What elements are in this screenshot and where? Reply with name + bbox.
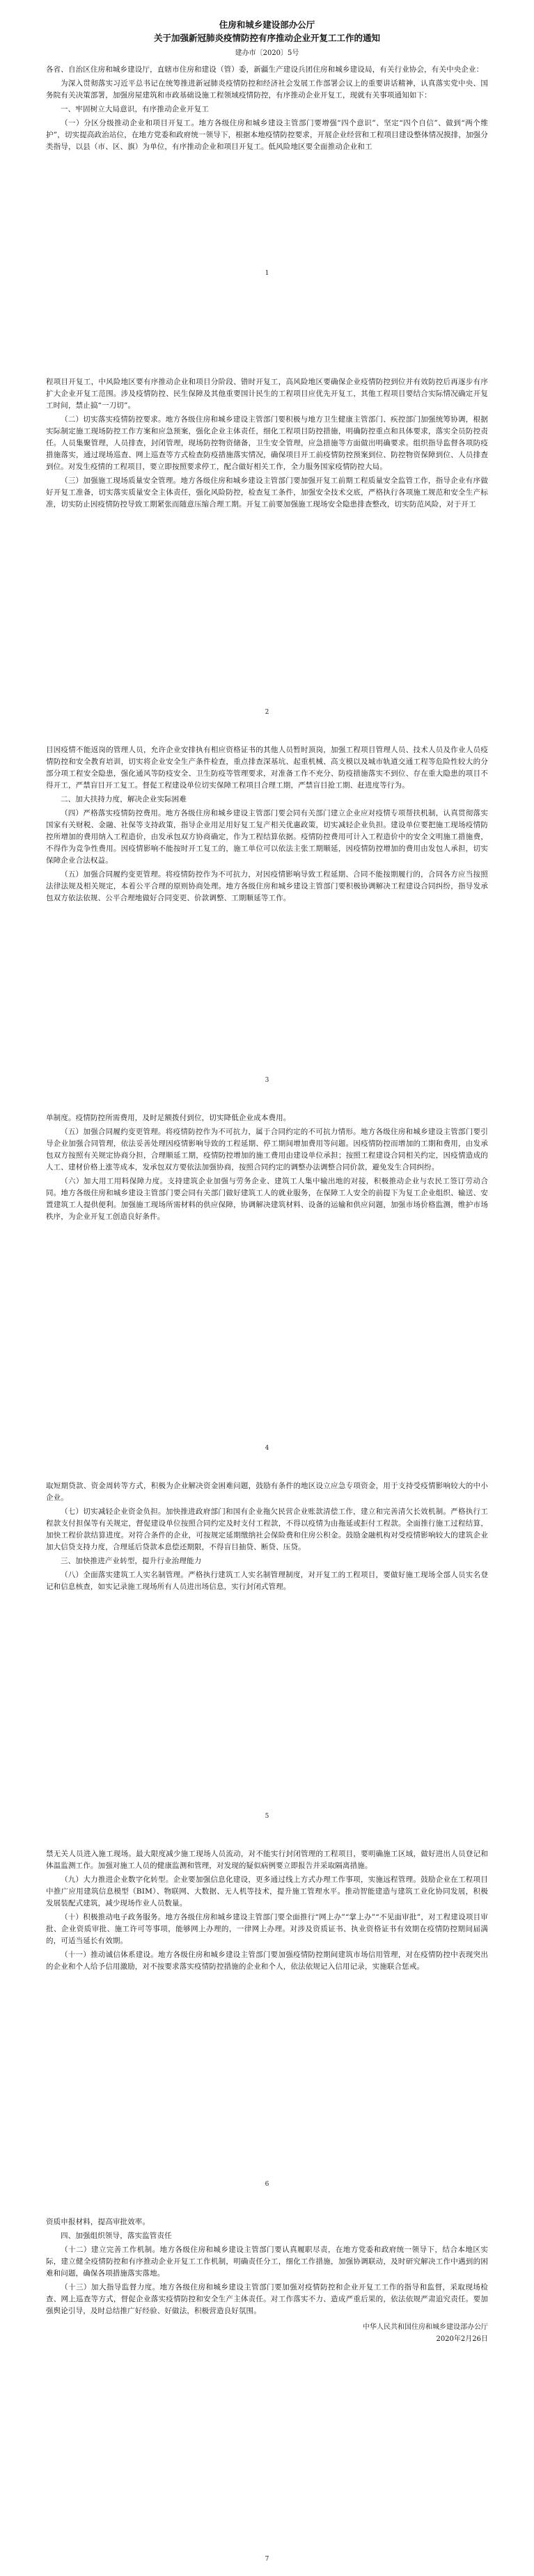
paragraph: （五）加强合同履约变更管理。将疫情防控作为不可抗力，属于合同约定的不可抗力情形。地方各级住房和城乡建设主管部门要引导企业加强合同管理，依法妥善处理因疫情影响导致的工程延期、停工期间增加费用等问题。因疫情防控而增加的工期和费用，由发承包双方按照有关规定协商分担，合理顺延工期，疫情防控增加的施工费用由建设单位承担；按照工程建设合同相关约定，因疫情造成的人工、建材价格上涨等成本，发承包双方要依法加强协商，按照合同约定的调整办法调整合同价款，避免发生合同纠纷。 [46,1128,488,1171]
paragraph: （七）切实减轻企业资金负担。加快推进政府部门和国有企业拖欠民营企业账款清偿工作，建立和完善清欠长效机制。严格执行工程款支付担保等有关规定，督促建设单位按照合同约定及时支付工程款，不得以疫情为由拖延或拒付工程款。全面推行施工过程结算，加快工程价款结算进度。对符合条件的企业，可按规定延期缴纳社会保险费和住房公积金。鼓励金融机构对受疫情影响较大的建筑企业加大信贷支持力度，合理延后贷款本息偿还期限，不得盲目抽贷、断贷、压贷。 [46,1507,488,1551]
document-page-2 [0,368,534,736]
page-number: 5 [265,1813,269,1820]
paragraph: 程项目开复工，中风险地区要有序推动企业和项目分阶段、错时开复工，高风险地区要确保企业疫情防控到位并有效防控后再逐步有序扩大企业开复工范围。涉及疫情防控、民生保障及其他重要国计民生的工程项目应优先开复工，其他工程项目要结合实际情况确定开复工时间，禁止搞“一刀切”。 [46,378,488,410]
paragraph: （十三）加大指导监督力度。地方各级住房和城乡建设主管部门要加强对疫情防控和企业开复工工作的指导和监督，采取现场检查、网上巡查等方式，督促企业落实疫情防控和安全生产主体责任。对工作落实不力、造成严重后果的，依法依规严肃追究责任。要加强舆论引导，及时总结推广好经验、好做法，积极营造良好氛围。 [46,2283,488,2315]
document-page-3 [0,736,534,1104]
document-page-7 [0,2208,534,2576]
document-page-4 [0,1104,534,1472]
paragraph: （四）严格落实疫情防控费用。地方各级住房和城乡建设主管部门要会同有关部门建立企业应对疫情专项帮扶机制，认真贯彻落实国家有关财税、金融、社保等支持政策，指导企业用足用好复工复产相关优惠政策，切实减轻企业负担。建设单位要把施工现场疫情防控所增加的费用纳入工程造价，由发承包双方协商确定，作为工程结算依据。疫情防控费用可计入工程造价中的安全文明施工措施费，不得作为竞争性费用。因疫情影响不能按时开工复工的，施工单位可以依法主张工期顺延，因疫情防控增加的费用由发包人承担，切实保障企业合法权益。 [46,809,488,865]
paragraph: （二）切实落实疫情防控要求。地方各级住房和城乡建设主管部门要积极与地方卫生健康主管部门、疾控部门加强统筹协调，根据实际制定施工现场防控工作方案和应急预案，强化企业主体责任，细化工程项目防控措施，明确防控重点和具体要求，落实全员防控责任。人员集聚管理，人员排查，封闭管理，现场防控物资储备，卫生安全管理，应急措施等方面做出明确要求。组织指导监督各项防疫措施落实，通过现场巡查、网上巡查等方式检查防疫措施落实情况，确保项目开工前疫情防控预案到位、防控物资保障到位、人员排查到位。对发生疫情的工程项目，要立即按照要求停工，配合做好相关工作，全力服务国家疫情防控大局。 [46,415,488,471]
paragraph: （十一）推动诚信体系建设。地方各级住房和城乡建设主管部门要加强疫情防控期间建筑市场信用管理，对在疫情防控中表现突出的企业和个人给予信用激励，对不按要求落实疫情防控措施的企业和个人，依法依规记入信用记录，实施联合惩戒。 [46,1951,488,1971]
paragraph: 资质申报材料，提高审批效率。 [46,2218,150,2226]
document-title: 关于加强新冠肺炎疫情防控有序推动企业开复工工作的通知 [153,33,380,43]
issuer-signature: 中华人民共和国住房和城乡建设部办公厅 [363,2323,488,2331]
page-number: 4 [265,1445,269,1452]
document-page-1 [0,0,534,368]
issuer-title: 住房和城乡建设部办公厅 [219,19,315,30]
paragraph: （三）加强施工现场质量安全管理。地方各级住房和城乡建设主管部门要加强开复工前期工程质量安全监管工作，指导企业有序做好开复工准备，切实落实质量安全主体责任，强化风险防控，检查复工条件，加强安全技术交底，严格执行各项施工规范和安全生产标准，切实防止因疫情防控导致工期紧张而随意压缩合理工期。开复工前要加强施工现场安全隐患排查整改，切实防范风险，对于开工 [46,477,488,509]
paragraph: 取短期贷款、资金周转等方式，积极为企业解决资金困难问题，鼓励有条件的地区设立应急专项资金，用于支持受疫情影响较大的中小企业。 [46,1482,488,1502]
paragraph: （八）全面落实建筑工人实名制管理。严格执行建筑工人实名制管理制度，对开复工的工程项目，要做好施工现场全部人员实名登记和信息核查，如实记录施工现场所有人员进出场信息，实行封闭式管理。 [46,1571,488,1591]
page-body [46,1480,488,1593]
document-page-5 [0,1472,534,1840]
paragraph: 单制度。疫情防控所需费用，及时足额拨付到位，切实降低企业成本费用。 [46,1114,291,1122]
page-body [46,376,488,511]
document-number: 建办市〔2020〕5号 [235,49,299,57]
paragraph: 各省、自治区住房和城乡建设厅，直辖市住房和建设（管）委，新疆生产建设兵团住房和城乡建设局，有关行业协会，有关中央企业： [46,65,484,74]
page-number: 7 [265,2556,269,2563]
paragraph: （十）积极推动电子政务服务。地方各级住房和城乡建设主管部门要全面推行“网上办”“掌上办”“不见面审批”，对工程建设项目审批、企业资质审批、施工许可等事项，能够网上办理的，一律网上办理。对涉及资质证书、执业资格证书有效期在疫情防控期间届满的，可适当延长有效期。 [46,1913,488,1945]
page-number: 6 [265,2181,269,2188]
paragraph: （九）大力推进企业数字化转型。企业要加强信息化建设，更多通过线上方式办理工作事项，实施远程管理。鼓励企业在工程项目中推广应用建筑信息模型（BIM）、物联网、大数据、无人机等技术，提升施工管理水平。推动智能建造与建筑工业化协同发展，积极发展装配式建筑，减少现场作业人员数量。 [46,1875,488,1907]
page-number: 2 [265,709,269,716]
page-body [46,2216,488,2345]
page-body [46,744,488,904]
paragraph: （六）加大用工用料保障力度。支持建筑企业加强与劳务企业、建筑工人集中输出地的对接，积极推动企业与农民工签订劳动合同。地方各级住房和城乡建设主管部门要会同有关部门做好建筑工人的就业服务，在保障工人安全的前提下为复工企业组织、输送、安置建筑工人提供便利。加强施工现场所需材料的供应保障，协调解决建筑材料、设备的运输和供应问题，加强市场价格监测，维护市场秩序，为企业开复工创造良好条件。 [46,1177,488,1221]
page-number: 1 [265,270,269,277]
paragraph: 目因疫情不能返岗的管理人员，允许企业安排执有相应资格证书的其他人员暂时顶岗，加强工程项目管理人员、技术人员及作业人员疫情防控和安全教育培训，切实将企业安全生产条件检查，重点排查深基坑、起重机械、高支模以及城市轨道交通工程等危险性较大的分部分项工程安全隐患，强化通风等防疫安全、卫生防疫等管理要求，对准备工作不充分、防疫措施落实不到位、存在重大隐患的项目不得开工，严禁盲目开工复工。督促工程建设单位切实保障工程项目合理工期，严禁盲目抢工期、赶进度等行为。 [46,746,488,790]
page-body [46,1848,488,1973]
page-body [46,1112,488,1223]
section-heading: 二、加大扶持力度，解决企业实际困难 [61,795,187,803]
section-heading: 四、加强组织领导，落实监管责任 [61,2232,172,2240]
page-body [46,64,488,153]
document-page-6 [0,1840,534,2208]
paragraph: （十二）建立完善工作机制。地方各级住房和城乡建设主管部门要认真履职尽责，在地方党委和政府统一领导下，结合本地区实际，建立健全疫情防控和有序推动企业开复工工作机制，明确责任分工，细化工作措施，加强协调联动，及时研究解决工作中遇到的困难和问题，确保各项措施落实落地。 [46,2246,488,2278]
paragraph: 为深入贯彻落实习近平总书记在统筹推进新冠肺炎疫情防控和经济社会发展工作部署会议上的重要讲话精神，认真落实党中央、国务院有关决策部署，加强房屋建筑和市政基础设施工程领域疫情防控，有序推动企业开复工，现就有关事项通知如下： [46,79,488,99]
section-heading: 一、牢固树立大局意识，有序推动企业开复工 [61,105,209,113]
section-heading: 三、加快推进产业转型，提升行业治理能力 [61,1557,202,1565]
paragraph: 禁无关人员进入施工现场。最大限度减少施工现场人员流动，对不能实行封闭管理的工程项目，要明确施工区域，做好进出人员登记和体温监测工作。加强对施工人员的健康监测和管理，对发现的疑似病例要立即报告并采取隔离措施。 [46,1850,488,1870]
paragraph: （一）分区分级推动企业和项目开复工。地方各级住房和城乡建设主管部门要增强“四个意识”、坚定“四个自信”、做到“两个维护”，切实提高政治站位，在地方党委和政府统一领导下，根据本地疫情防控要求，开展企业经营和工程项目建设整体情况摸排，加强分类指导，以县（市、区、旗）为单位，有序推动企业和项目开复工。低风险地区要全面推动企业和工 [46,119,488,151]
issue-date: 2020年2月26日 [436,2335,488,2343]
page-number: 3 [265,1077,269,1084]
paragraph: （五）加强合同履约变更管理。将疫情防控作为不可抗力，对因疫情影响导致工程延期、合同不能按期履行的，合同各方应当按照法律法规及相关规定，本着公平合理的原则协商处理。地方各级住房和城乡建设主管部门要积极协调解决工程建设合同纠纷，指导发承包双方依法依规、公平合理地做好合同变更、价款调整、工期顺延等工作。 [46,870,488,902]
